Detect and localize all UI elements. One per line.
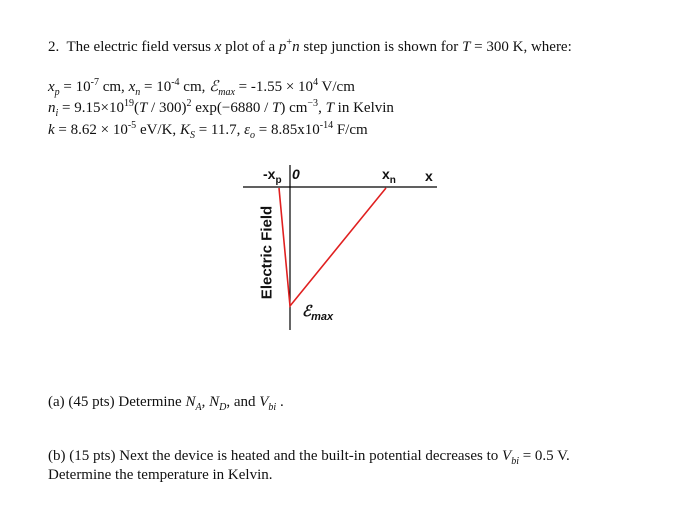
- text: ,: [201, 394, 210, 410]
- text: , and: [226, 394, 260, 410]
- var-T: T: [138, 100, 148, 116]
- ni-symbol: n: [48, 100, 56, 116]
- sub: max: [218, 87, 235, 98]
- e0-symbol: ε: [244, 122, 251, 138]
- sub: n: [135, 87, 141, 98]
- text: (: [133, 100, 139, 116]
- var-x: x: [214, 39, 222, 55]
- var-T: T: [325, 100, 334, 116]
- text: ,: [318, 100, 326, 116]
- text: = 300 K, where:: [470, 39, 572, 55]
- exp: 2: [186, 98, 192, 109]
- var-n: n: [292, 39, 300, 55]
- exp: -5: [127, 120, 137, 131]
- unit: cm,: [179, 79, 210, 95]
- sub: bi: [268, 402, 277, 413]
- label-zero: 0: [292, 166, 300, 182]
- var: N: [185, 394, 196, 410]
- sub: bi: [511, 456, 519, 467]
- text: = 0.5 V.: [518, 448, 570, 464]
- e0-value: = 8.85x10: [255, 122, 320, 138]
- label-xn: [382, 166, 396, 186]
- var: N: [209, 394, 220, 410]
- exp: -14: [319, 120, 334, 131]
- text: step junction is shown for: [299, 39, 463, 55]
- unit: F/cm: [333, 122, 368, 138]
- sub: A: [195, 402, 202, 413]
- k-value: = 8.62 × 10: [54, 122, 128, 138]
- xp-value: = 10: [59, 79, 91, 95]
- text: .: [276, 394, 284, 410]
- part-b: [48, 447, 570, 465]
- text: (a) (45 pts) Determine: [48, 394, 186, 410]
- emax-symbol: ℰ: [209, 79, 219, 95]
- ks-value: = 11.7,: [194, 122, 245, 138]
- exp: -7: [90, 77, 99, 88]
- text: x: [382, 166, 390, 182]
- exp: −3: [307, 98, 319, 109]
- text: ℰ: [302, 303, 312, 320]
- unit: eV/K,: [136, 122, 180, 138]
- label-neg-xp: [263, 166, 282, 186]
- xn-symbol: x: [128, 79, 136, 95]
- text: plot of a: [221, 39, 279, 55]
- sub: i: [55, 108, 59, 119]
- ks-symbol: K: [179, 122, 190, 138]
- text: / 300): [147, 100, 187, 116]
- problem-number: 2.: [48, 39, 60, 55]
- y-axis-label: Electric Field: [258, 205, 276, 300]
- var: V: [502, 448, 512, 464]
- emax-value: = -1.55 × 10: [234, 79, 314, 95]
- emax-label: [302, 302, 334, 323]
- part-a: [48, 393, 284, 411]
- var-p: p: [278, 39, 287, 55]
- xp-symbol: x: [48, 79, 55, 95]
- var-T: T: [272, 100, 281, 116]
- text: The electric field versus: [66, 39, 215, 55]
- text: ) cm: [280, 100, 308, 116]
- text: (b) (15 pts) Next the device is heated and the built-in potential decreases to: [48, 448, 503, 464]
- sub: n: [389, 174, 396, 186]
- k-symbol: k: [48, 122, 55, 138]
- sub: D: [219, 402, 227, 413]
- sub: o: [250, 130, 256, 141]
- exp: -4: [171, 77, 180, 88]
- var-T: T: [462, 39, 471, 55]
- unit: cm,: [98, 79, 129, 95]
- xn-value: = 10: [140, 79, 172, 95]
- part-b-line-2: Determine the temperature in Kelvin.: [48, 467, 273, 483]
- var: V: [259, 394, 269, 410]
- field-profile-line: [279, 188, 386, 306]
- exp: 4: [313, 77, 319, 88]
- exp: 19: [123, 98, 134, 109]
- sub: S: [189, 130, 195, 141]
- sub: p: [275, 174, 282, 186]
- text: -x: [263, 166, 276, 182]
- text: in Kelvin: [333, 100, 394, 116]
- sub: max: [311, 311, 334, 323]
- unit: V/cm: [318, 79, 355, 95]
- sub: p: [54, 87, 60, 98]
- label-x-axis: x: [425, 168, 433, 184]
- text: exp(−6880 /: [191, 100, 272, 116]
- text: = 9.15×10: [58, 100, 124, 116]
- sup: +: [286, 37, 293, 48]
